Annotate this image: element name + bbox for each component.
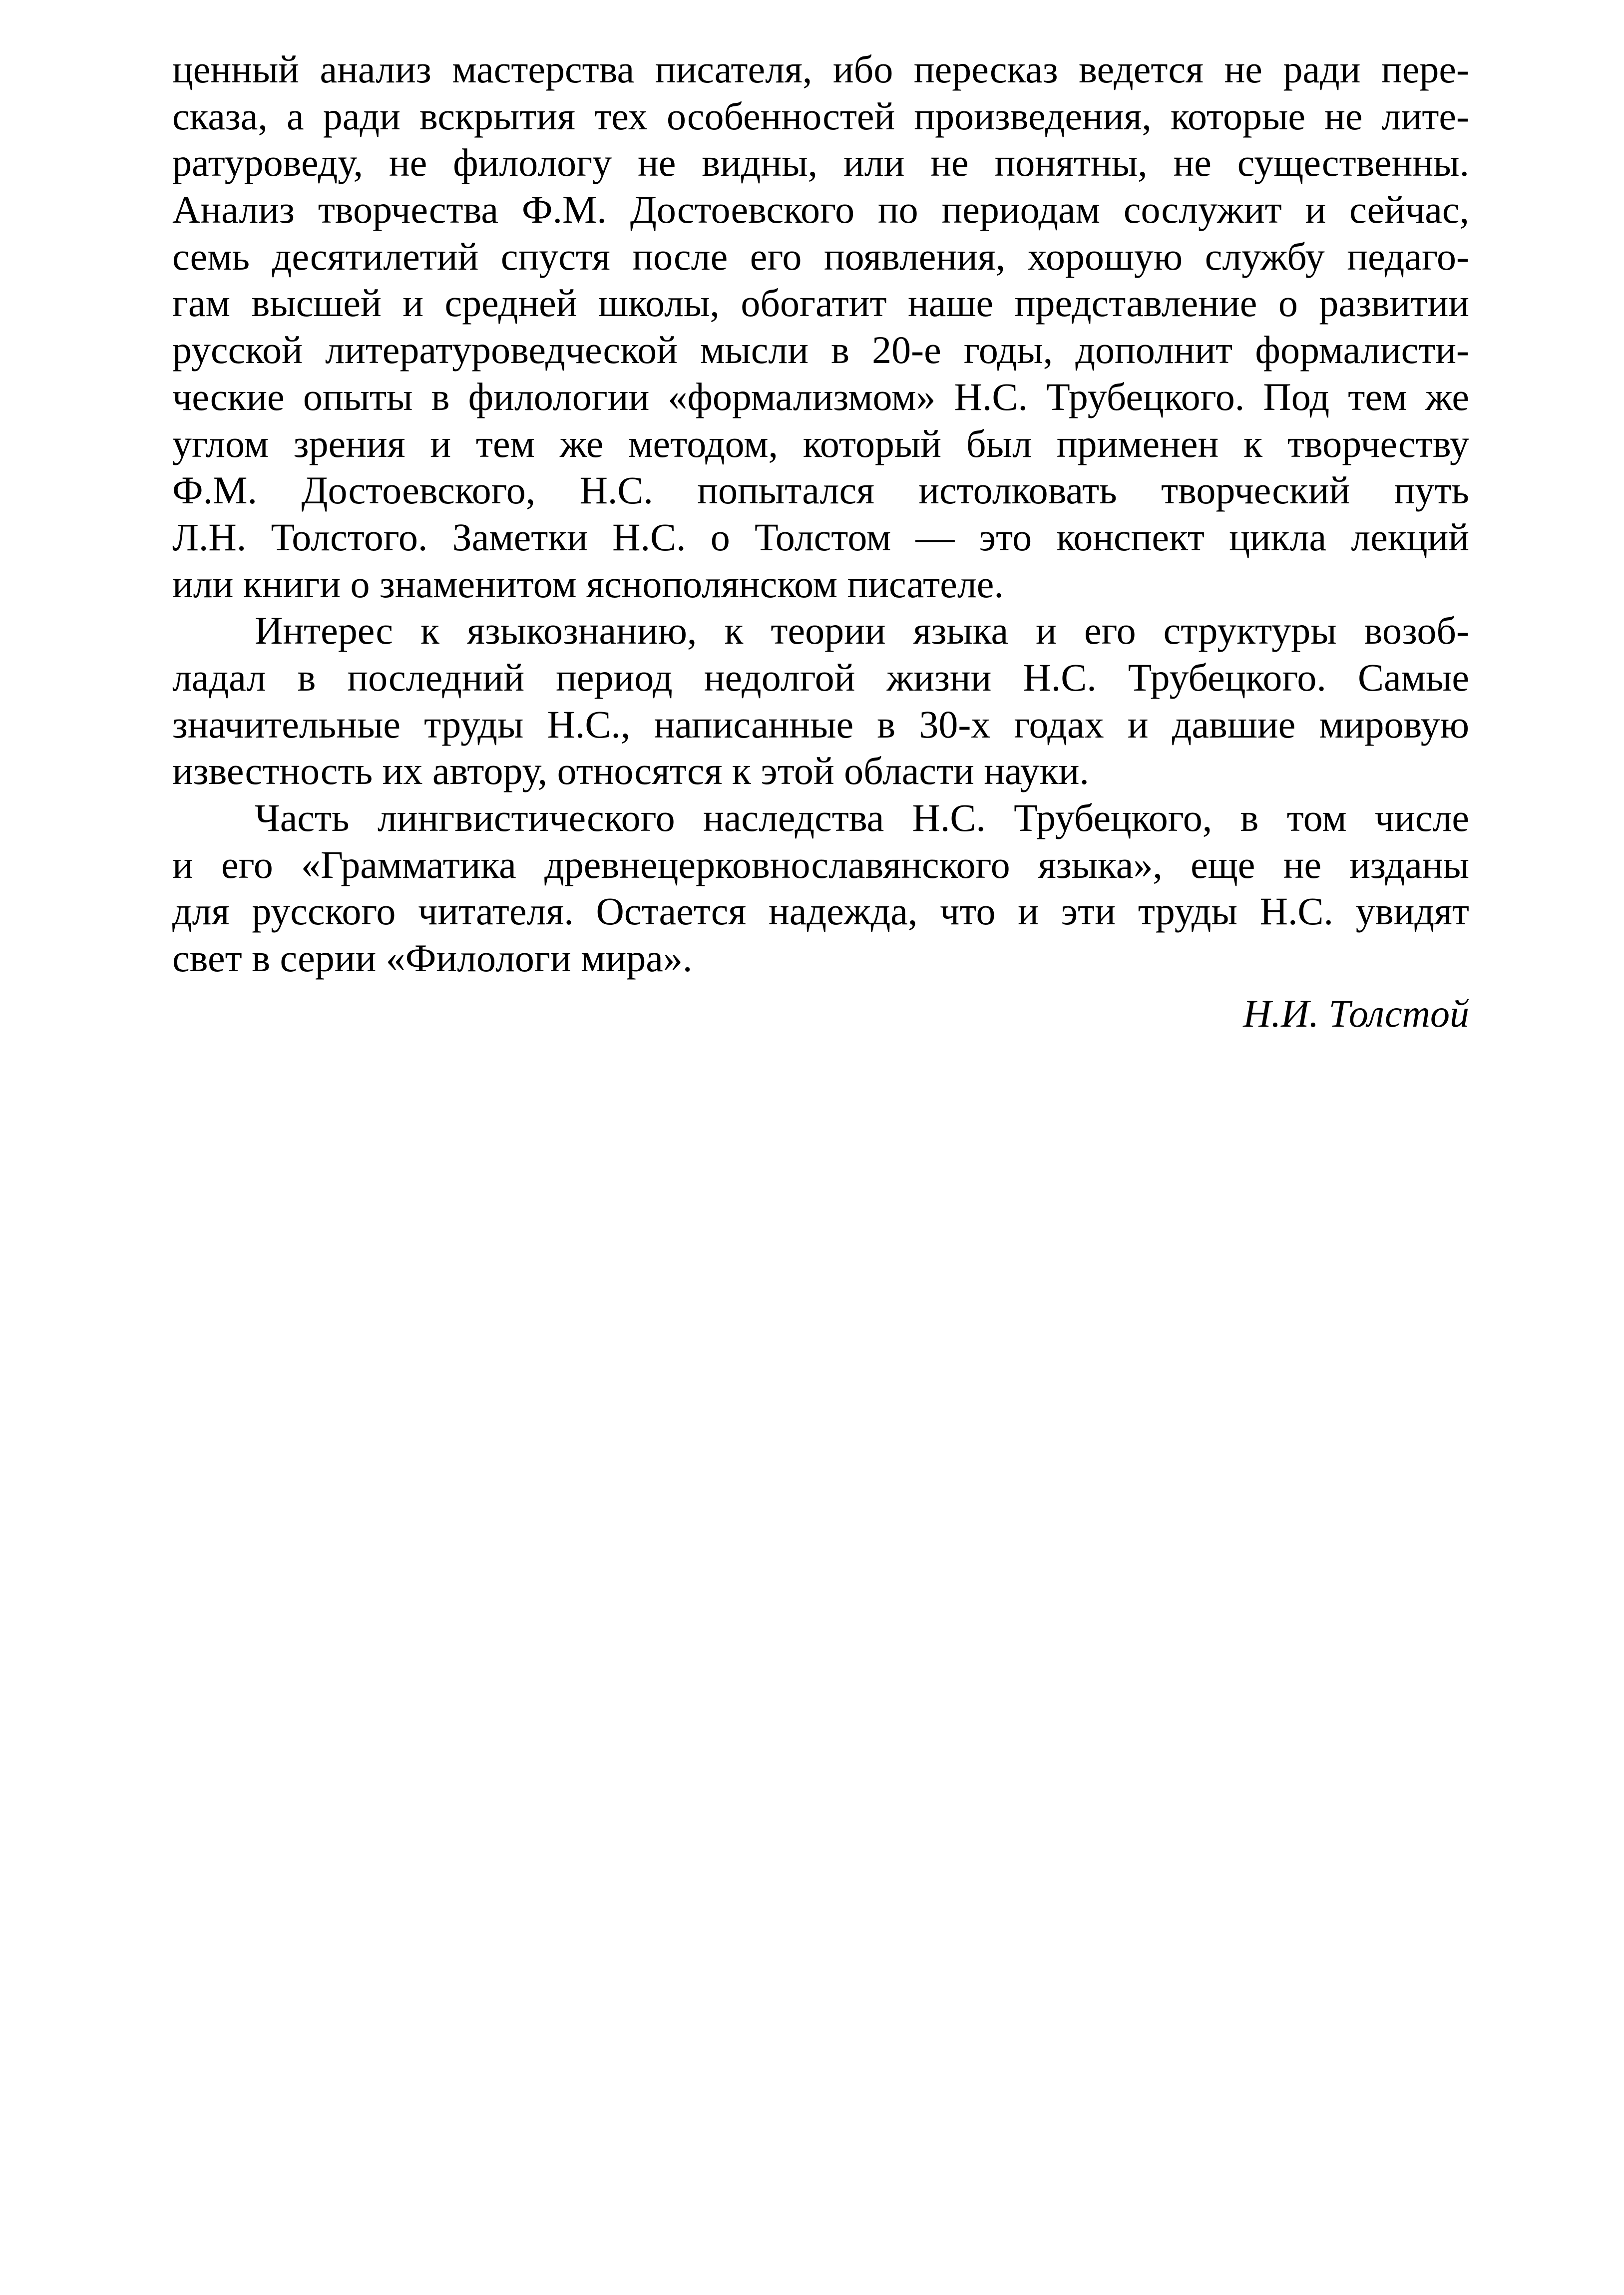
text-line: русской литературоведческой мысли в 20-е годы, дополнит формалисти-: [172, 328, 1469, 372]
text-line: свет в серии «Филологи мира».: [172, 936, 693, 980]
text-line: семь десятилетий спустя после его появления, хорошую службу педаго-: [172, 234, 1469, 278]
text-line: Ф.М. Достоевского, Н.С. попытался истолковать творческий путь: [172, 468, 1469, 512]
text-line: гам высшей и средней школы, обогатит наше представление о развитии: [172, 281, 1469, 325]
text-line: значительные труды Н.С., написанные в 30-х годах и давшие мировую: [172, 702, 1469, 746]
body-text: [172, 46, 1469, 982]
text-line: ратуроведу, не филологу не видны, или не понятны, не существенны.: [172, 141, 1469, 185]
text-line: для русского читателя. Остается надежда, что и эти труды Н.С. увидят: [172, 889, 1469, 933]
paragraph-1: [172, 46, 1469, 607]
author-signature: Н.И. Толстой: [1243, 992, 1469, 1035]
paragraph-2: [172, 607, 1469, 794]
text-line: ладал в последний период недолгой жизни Н.С. Трубецкого. Самые: [172, 655, 1469, 699]
text-line: Часть лингвистического наследства Н.С. Трубецкого, в том числе: [255, 796, 1469, 839]
text-line: ческие опыты в филологии «формализмом» Н.С. Трубецкого. Под тем же: [172, 375, 1469, 418]
text-line: или книги о знаменитом яснополянском писателе.: [172, 562, 1004, 606]
text-line: Анализ творчества Ф.М. Достоевского по периодам сослужит и сейчас,: [172, 188, 1469, 232]
text-line: ценный анализ мастерства писателя, ибо пересказ ведется не ради пере-: [172, 47, 1469, 91]
text-line: Интерес к языкознанию, к теории языка и его структуры возоб-: [255, 609, 1469, 653]
text-line: Л.Н. Толстого. Заметки Н.С. о Толстом — это конспект цикла лекций: [172, 515, 1469, 559]
text-line: и его «Грамматика древнецерковнославянского языка», еще не изданы: [172, 842, 1469, 886]
text-line: сказа, а ради вскрытия тех особенностей произведения, которые не лите-: [172, 94, 1469, 138]
paragraph-3: [172, 794, 1469, 982]
text-line: известность их автору, относятся к этой области науки.: [172, 749, 1089, 793]
text-line: углом зрения и тем же методом, который был применен к творчеству: [172, 421, 1469, 465]
